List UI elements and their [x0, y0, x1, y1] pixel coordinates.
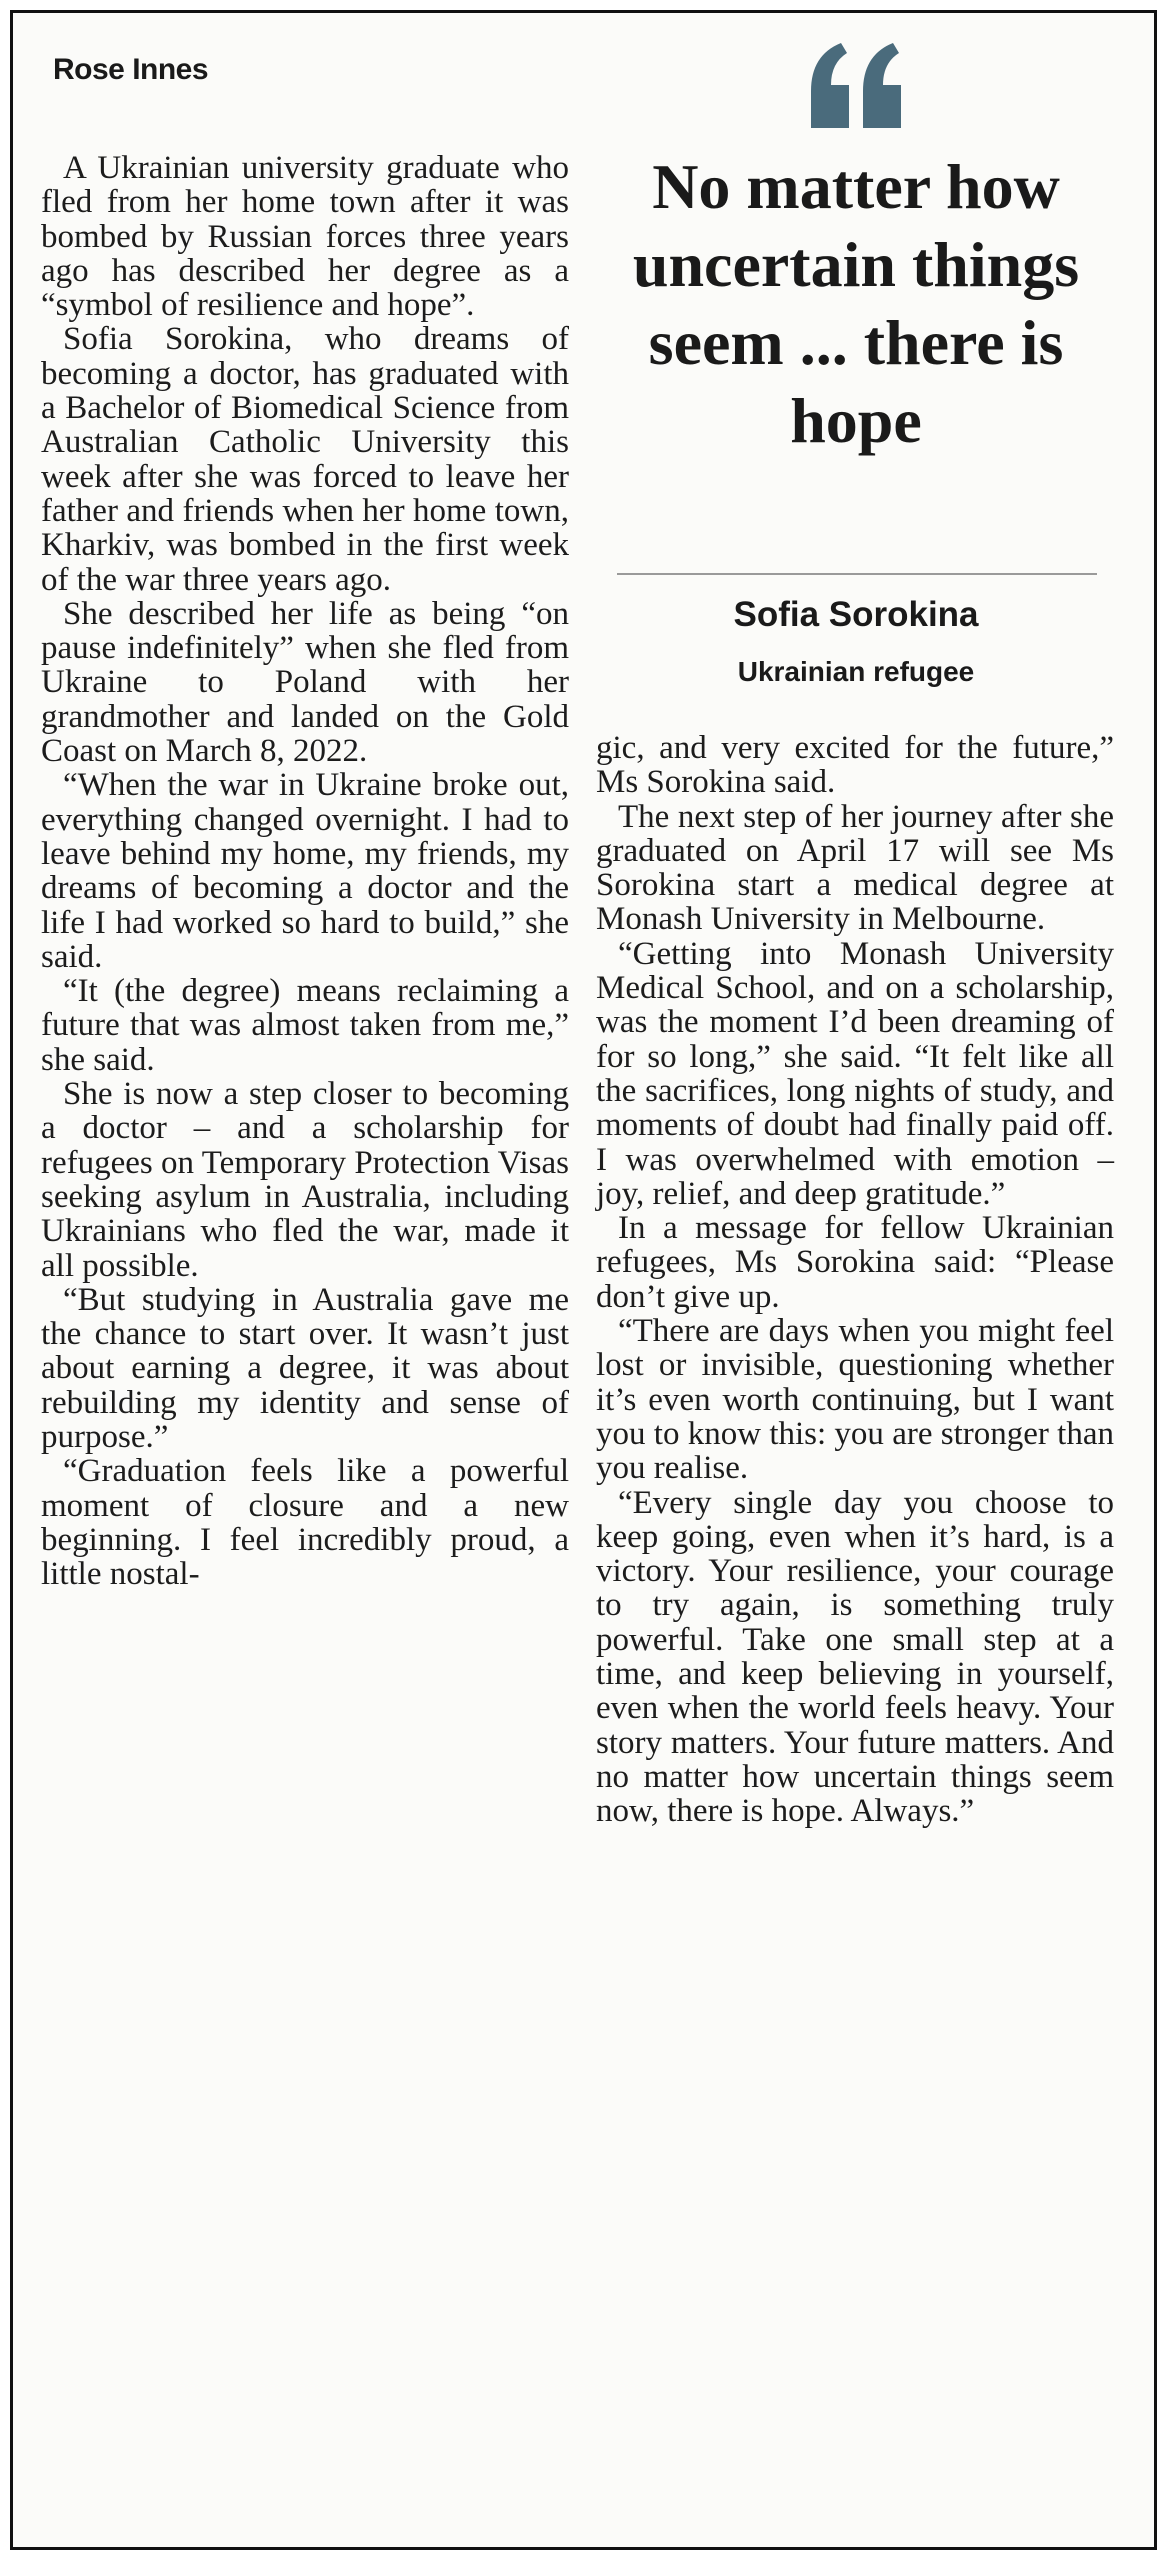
pull-quote-attribution-role: Ukrainian refugee — [737, 656, 975, 687]
pull-quote-attribution-name: Sofia Sorokina — [733, 595, 979, 634]
paragraph: “Graduation feels like a powerful moment of closure and a new beginning. I feel incredibly proud, a little nostal- — [41, 1453, 569, 1593]
article-column-right — [596, 731, 1114, 1829]
paragraph: “There are days when you might feel lost or invisible, questioning whether it’s even worth continuing, but I want you to know this: you are stronger than you realise. — [596, 1313, 1114, 1487]
paragraph: “But studying in Australia gave me the chance to start over. It wasn’t just about earning a degree, it was about rebuilding my identity and sense of purpose.” — [41, 1281, 569, 1455]
pull-quote-divider — [617, 573, 1097, 575]
paragraph: “When the war in Ukraine broke out, everything changed overnight. I had to leave behind my home, my friends, my dreams of becoming a doctor and the life I had worked so hard to build,” she said. — [41, 767, 569, 975]
paragraph: “Every single day you choose to keep going, even when it’s hard, is a victory. Your resilience, your courage to try again, is something truly powerful. Take one small step at a time, and keep believing in yourself, even when the world feels heavy. Your story matters. Your future matters. And no matter how uncertain things seem now, there is hope. Always.” — [596, 1484, 1114, 1830]
pull-quote: No matter how uncertain things seem ... there is hope — [632, 151, 1080, 456]
newspaper-clipping — [10, 10, 1157, 2550]
paragraph: “Getting into Monash University Medical School, and on a scholarship, was the moment I’d been dreaming of for so long,” she said. “It felt like all the sacrifices, long nights of study, and moments of doubt had finally paid off. I was overwhelmed with emotion – joy, relief, and deep gratitude.” — [596, 935, 1114, 1212]
paragraph: She is now a step closer to becoming a doctor – and a scholarship for refugees on Temporary Protection Visas seeking asylum in Australia, including Ukrainians who fled the war, made it all possible. — [41, 1076, 569, 1284]
article-column-left — [41, 151, 569, 1591]
paragraph: Sofia Sorokina, who dreams of becoming a doctor, has graduated with a Bachelor of Biomedical Science from Australian Catholic University this week after she was forced to leave her father and friends when her home town, Kharkiv, was bombed in the first week of the war three years ago. — [41, 321, 569, 598]
paragraph: She described her life as being “on pause indefinitely” when she fled from Ukraine to Poland with her grandmother and landed on the Gold Coast on March 8, 2022. — [41, 595, 569, 770]
paragraph: gic, and very excited for the future,” Ms Sorokina said. — [596, 730, 1114, 801]
byline: Rose Innes — [53, 53, 209, 86]
paragraph: In a message for fellow Ukrainian refugees, Ms Sorokina said: “Please don’t give up. — [596, 1210, 1114, 1315]
quotation-mark-icon — [803, 33, 913, 143]
paragraph: The next step of her journey after she graduated on April 17 will see Ms Sorokina start a medical degree at Monash University in Melbourne. — [596, 798, 1114, 938]
paragraph: “It (the degree) means reclaiming a future that was almost taken from me,” she said. — [41, 973, 569, 1078]
paragraph: A Ukrainian university graduate who fled from her home town after it was bombed by Russian forces three years ago has described her degree as a “symbol of resilience and hope”. — [41, 150, 569, 324]
